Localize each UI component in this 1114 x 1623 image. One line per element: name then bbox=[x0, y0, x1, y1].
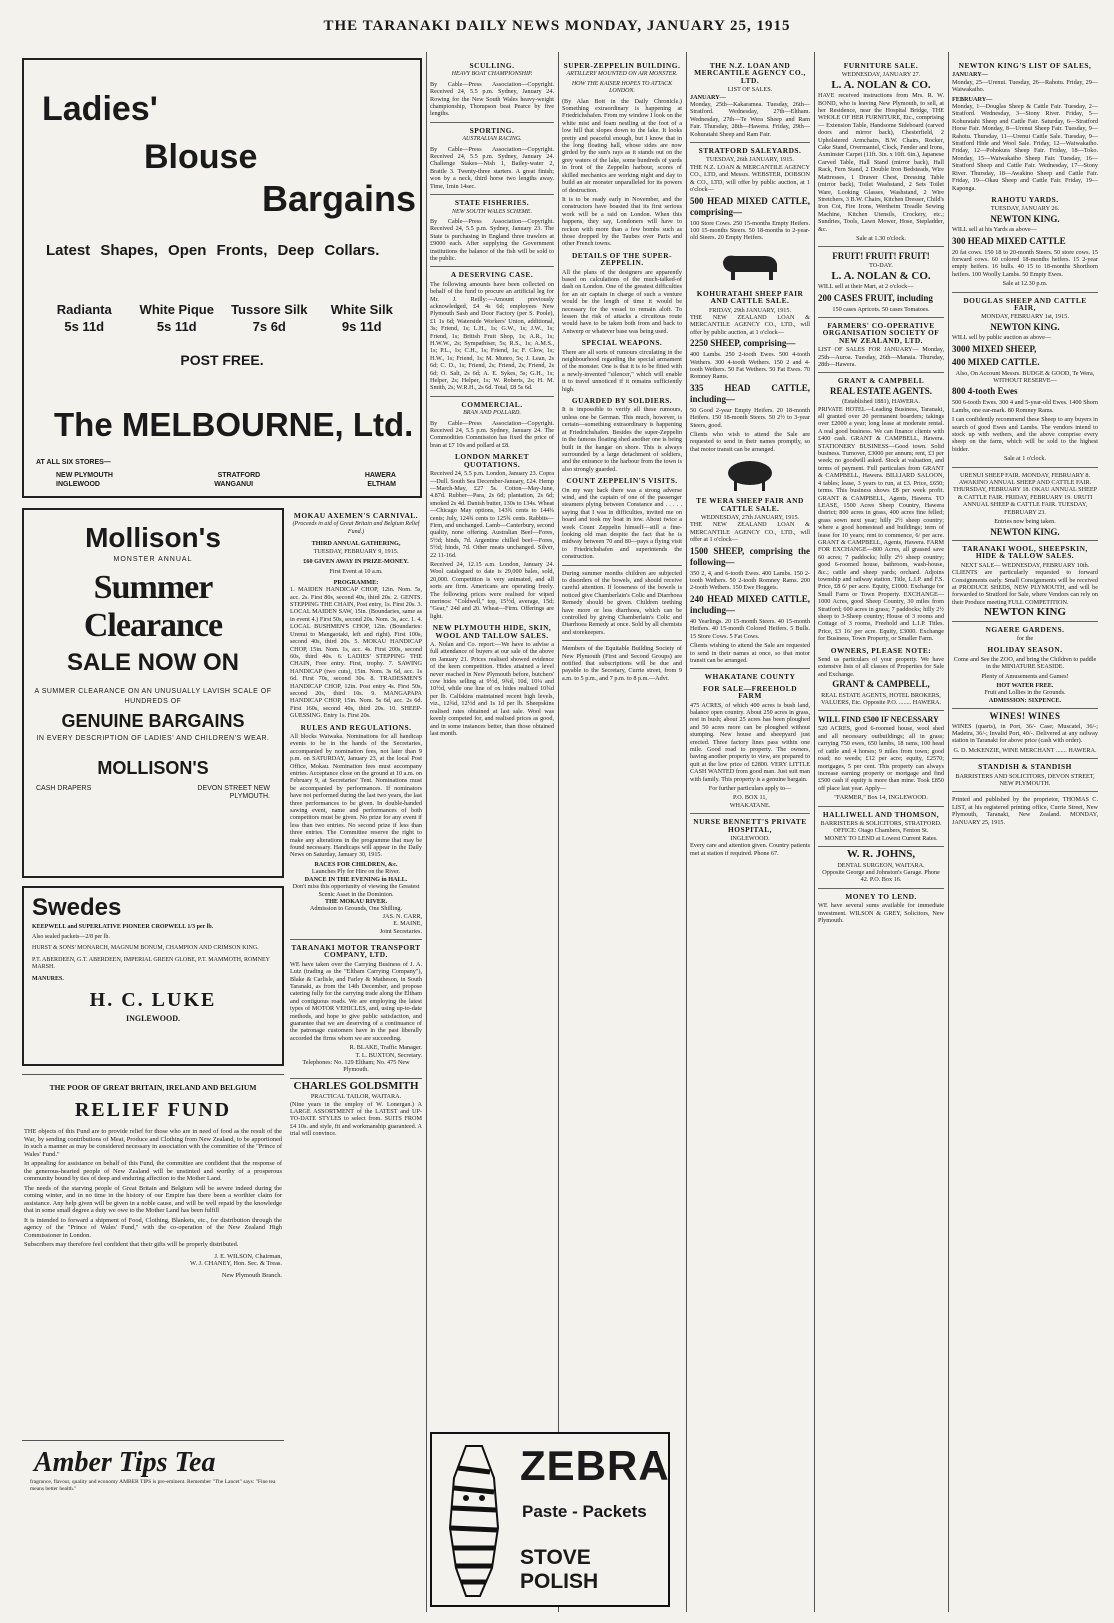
motor-body: WE have taken over the Carrying Business of J. A. Lutz (trading as the "Eltham Carrying Company"), Blake & Carlisle, and Farley & Matheson, in South Taranaki, as from the 14th December, and propose catering fully for the carrying trade along the Eltham and contiguous roads. We are employing the latest types of MOTOR VEHICLES, and, using up-to-date methods, and hope to give public satisfaction, and guarantee that we are deserving of a continuance of the patronage customers have in the past liberally accorded the firms whom we are succeeding. bbox=[290, 960, 422, 1042]
nk-jan: JANUARY— bbox=[952, 71, 988, 79]
johns-sub: DENTAL SURGEON, WAITARA. bbox=[837, 861, 925, 869]
goldsmith-sub: PRACTICAL TAILOR, WAITARA. bbox=[310, 1093, 402, 1101]
swedes-title: Swedes bbox=[32, 894, 122, 921]
motor-title: TARANAKI MOTOR TRANSPORT COMPANY, LTD. bbox=[291, 942, 421, 960]
mokau-gathering: THIRD ANNUAL GATHERING, bbox=[311, 540, 401, 548]
entries: Entries now being taken. bbox=[994, 518, 1056, 526]
zeppelin-p8: Members of the Equitable Building Society of New Plymouth (First and Second Groups) are notified that subscriptions will be due and payable to the Secretary, Currie street, from 9 a.m. to 5 p.m., and 7 p.m. to 8 p.m.—Advt. bbox=[562, 645, 682, 682]
koh-body: THE NEW ZEALAND LOAN & MERCANTILE AGENCY CO., LTD., will offer by public auction, at 1 o'clock— bbox=[690, 313, 810, 336]
town: WANGANUI bbox=[214, 481, 254, 488]
nk-name: NEWTON KING. bbox=[990, 526, 1060, 537]
strat-date: TUESDAY, 26th JANUARY, 1915. bbox=[706, 156, 794, 164]
news-column bbox=[430, 58, 554, 1426]
zebra-head-icon bbox=[436, 1438, 512, 1602]
zeppelin-special-hd: SPECIAL WEAPONS. bbox=[581, 338, 663, 348]
swedes-line3: HURST & SONS' MONARCH, MAGNUM BONUM, CHAMPION AND CRIMSON KING. bbox=[32, 945, 259, 951]
rahotu-hd: RAHOTU YARDS. bbox=[991, 194, 1059, 204]
relief-sig: W. J. CHANEY, Hon. Sec. & Treas. bbox=[190, 1260, 282, 1267]
goldsmith-body: (Nine years in the employ of W. Lonergan.) A LARGE ASSORTMENT of the LATEST and UP-TO-DATE STYLES to select from. SUITS FROM £4 10s. and style, fit and workmanship guaranteed. A trial will convince. bbox=[290, 1100, 422, 1138]
mokau-first: First Event at 10 a.m. bbox=[329, 568, 383, 576]
commercial-body: By Cable—Press Association—Copyright. Received 24, 5.5 p.m. Sydney, January 24. The Commodities Commission has fixed the price of bran at £7 10s and pollard at £8. bbox=[430, 419, 554, 449]
zeppelin-p1: (By Alan Bott in the Daily Chronicle.) Something extraordinary is happening at Friedrichshafen. From my window I look on the white mist and foam nestling at the foot of a low hill that slopes down to the lake. It looks pretty and peaceful enough, but I know that in the long floating hall, whose sides are now girded by the sun's rays as it stands out on the grey waters of the lake, some hundreds of yards in front of the Zeppelin harbour, scores of skilled mechanics are working night and day to build an air monster unparalleled for its powers of destruction. bbox=[562, 97, 682, 194]
ad-store-name: The MELBOURNE, Ltd. bbox=[54, 406, 414, 443]
mokau-sec: E. MAINE, bbox=[393, 920, 422, 928]
ewes-800: 800 4-tooth Ewes bbox=[952, 386, 1018, 397]
mokau-title: MOKAU AXEMEN'S CARNIVAL. bbox=[293, 511, 419, 520]
owners-body: Send us particulars of your property. We have extensive lists of all classes of Properties for Sale and Exchange. bbox=[818, 656, 944, 678]
zebra-title: ZEBRA bbox=[520, 1442, 670, 1489]
mokau-sec: JAS. N. CARR, bbox=[382, 912, 422, 920]
wool-body: Received 24, 12.15 a.m. London, January 24. Wool catalogued to date is 29,000 bales, sold, 20,000. Competition is very animated, and all sorts are firm. Americans are operating freely. The following prices were realised for wiped merinos: "Coldwell," top, 15½d, average, 15d; "Gear," 24d and 20. Wheat—Firm. Offerings are light. bbox=[430, 560, 554, 620]
grant2: GRANT & CAMPBELL, bbox=[832, 679, 930, 690]
nzl-list: LIST OF SALES. bbox=[727, 86, 773, 94]
hide-body: A. Nolan and Co. report:—We have to advise a full attendance of buyers at our sale of the above on January 21. Prices realised showed evidence of the keen competition. Hides attained a level never reached in New Plymouth before, butchers' cow hides selling at 9½d, 9¾d, 10d, 10¼ and 10½d, while one line of ox hides realised 10¾d per lb. Calfskins maintained recent high levels, viz., 12¾d, 12½d and 1s 1d per lb. Sheepskins realised rates obtained at last sale. Wool was keenly competed for, and realised prices as good, and in some instances better, than those obtained last month. bbox=[430, 641, 554, 737]
sculling-sub: HEAVY BOAT CHAMPIONSHIP. bbox=[451, 71, 533, 78]
mokau-dance: DANCE IN THE EVENING in HALL. bbox=[304, 875, 408, 883]
fisheries-body: By Cable—Press Association—Copyright. Received 24, 5.5 p.m. Sydney, January 23. The State is purchasing in England three trawlers at £9000 each. After supplying the Government institutions the balance of the fish will be sold to the public. bbox=[430, 217, 554, 262]
stores-label: AT ALL SIX STORES— bbox=[36, 459, 111, 466]
town: STRATFORD bbox=[217, 472, 261, 479]
town: INGLEWOOD bbox=[56, 481, 100, 488]
amber-tips-ad bbox=[22, 1440, 284, 1510]
mollison-body: A SUMMER CLEARANCE ON AN UNUSUALLY LAVISH SCALE OF HUNDREDS OF bbox=[34, 688, 272, 705]
luke-town: INGLEWOOD. bbox=[125, 1014, 180, 1023]
mollison-foot-left: CASH DRAPERS bbox=[36, 785, 92, 792]
zeppelin-p6: On my way back there was a strong adverse wind, and the captain of one of the passenger steamers plying between Constance and . . . . . saying that I was in difficulties, invited me on board and took my boat in tow. About twice a week Count Zeppelin himself—still a fine-looking old man despite the fact that he is midway between 70 and 80—pays a flying visit to Friedrichshafen and superintends the construction. bbox=[562, 486, 682, 561]
johns-hd: W. R. JOHNS, bbox=[846, 848, 916, 861]
sculling-title: SCULLING. bbox=[469, 61, 515, 70]
mollison-sale: SALE NOW ON bbox=[67, 649, 239, 676]
fruit-200: 200 CASES FRUIT, including bbox=[818, 292, 933, 303]
halliwell-sub: BARRISTERS & SOLICITORS, STRATFORD. bbox=[820, 819, 942, 827]
column-rule bbox=[558, 52, 559, 1612]
grant-body: PRIVATE HOTEL—Leading Business, Taranaki, all granted over 20 permanent boarders; takings over £2000 a year; long lease at moderate rental. A real good business. We can finance clients with £400 cash. GRANT & CAMPBELL, Hawera. STATIONERY BUSINESS—Good town. Solid business. Turnover, £3000 per annum; rent, £3 per week; no goodwill asked. Stock at valuation, and terms of payment. Full particulars from GRANT & CAMPBELL, Hawera. BILLIARD SALOON, 4 tables; lease, 3 years to run, at £3. Price, £650; terms. This business shows £8 per week profit. GRANT & CAMPBELL, Agents, Hawera. TO LEASE, 1500 Acres Sheep Country, Hawera district; 800 acres in grass, 400 acres fine felled; grass sown next year; hilly 2½ sheep country; where a good homestead and buildings; term of lease for 10 years; rent to commence, 6/ per acre. GRANT & CAMPBELL, Agents, Hawera. FARM FOR EXCHANGE—800 Acres, all grassed save 60 acres; 7 paddocks; hilly 2½ sheep country; good 6-roomed house, bathroom, wash-house, &c.; cattle and sheep yards; orchard. Adjoins township and railway station. Title, L.I.P. and F.S. Price, £8 6/ per acre. Equity, £1000. Exchange for Small Farm or Town Property. EXCHANGE—1000 Acres, good Sheep Country, 30 miles from Stratford; 600 acres in grass; 7 paddocks; hilly 2½ sheep to 3-Sheep country; House of 3 rooms and Cottage of 3 rooms, Freehold and L.I.P. Titles. Price, £3 16/ per acre. Equity, £3000. Exchange for Business, Town Property, or Smaller Farm. bbox=[818, 405, 944, 643]
fruit-title: FRUIT! FRUIT! FRUIT! bbox=[832, 251, 930, 262]
amber-body: fragrance, flavour, quality and economy AMBER TIPS is pre-eminent. Remember "The Lancet" says: "Fine tea means better health." bbox=[30, 1479, 276, 1492]
owners-hd: OWNERS, PLEASE NOTE: bbox=[830, 645, 932, 655]
furniture-date: WEDNESDAY, JANUARY 27. bbox=[841, 71, 921, 79]
column-rule bbox=[686, 52, 687, 1612]
ad-stores bbox=[36, 458, 416, 489]
douglas-hd: DOUGLAS SHEEP AND CATTLE FAIR, bbox=[963, 295, 1087, 312]
luke-name: H. C. LUKE bbox=[89, 989, 217, 1011]
halliwell-hd: HALLIWELL AND THOMSON, bbox=[822, 809, 940, 819]
newton-king-column bbox=[952, 58, 1098, 1612]
furniture-sale-time: Sale at 1.30 o'clock. bbox=[856, 234, 906, 242]
hot-water: HOT WATER FREE. bbox=[996, 682, 1054, 689]
mokau-launches: Launches Ply for Hire on the River. bbox=[311, 868, 401, 876]
grant-hd: GRANT & CAMPBELL bbox=[837, 376, 925, 386]
mckenzie: G. D. McKENZIE, WINE MERCHANT ....... HAWERA. bbox=[953, 746, 1097, 754]
douglas-body: WILL sell by public auction as above— bbox=[952, 334, 1052, 342]
item-name: White Silk bbox=[330, 302, 393, 317]
clients: Clients who wish to attend the Sale are requested to send in their names promptly, so that motor transit can be arranged. bbox=[690, 431, 810, 453]
item-price: 5s 11d bbox=[156, 319, 197, 334]
relief-paragraph: It is intended to forward a shipment of Food, Clothing, Blankets, etc., for distribution through the agency of the "Prince of Wales' Fund," with the co-operation of the New Zealand High Commissioner in London. bbox=[24, 1216, 282, 1239]
nk-name: NEWTON KING bbox=[983, 606, 1066, 619]
nk-feb: FEBRUARY— bbox=[952, 95, 993, 103]
relief-paragraph: In appealing for assistance on behalf of this Fund, the committee are confident that the response of the generous-hearted people of New Zealand will be unstinted and worthy of a prosperous community bound by ties of deep and enduring affection to the Mother Land. bbox=[24, 1160, 282, 1182]
nk-sale-time: Sale at 12.30 p.m. bbox=[1002, 280, 1048, 288]
nk-jan-list: Monday, 25—Urenui. Tuesday, 26—Rahotu. Friday, 29—Waiwakaiho. bbox=[952, 78, 1098, 94]
zeppelin-details-hd: DETAILS OF THE SUPER-ZEPPELIN. bbox=[571, 250, 673, 268]
column-rule bbox=[814, 52, 815, 1612]
relief-paragraph: Subscribers may therefore feel confident that their gifts will be properly distributed. bbox=[24, 1241, 239, 1248]
mokau-rules: All blocks Waiwaka. Nominations for all handicap events to be in the hands of the Secretaries, accompanied by nomination fees, not later than 9 p.m. on SATURDAY, January 23, at the local Post Office, Mokau. Nomination fees must accompany entries. Acceptance close on the ground at 10 a.m. on February 9, at Secretaries' Tent. Nominations must be accompanied by performances. If nominators have not performed during the last two years, the last three performances to be given. In double-handed sawing event, name and performances of both competitors must be given. No prize for any event if less than two entries. No second prize if less than three entries. The Committee reserve the right to make any alterations in the programme that may be found necessary. Handicaps will appear in the Daily News on Saturday, January 30, 1915. bbox=[290, 732, 422, 859]
london-hd: LONDON MARKET QUOTATIONS. bbox=[454, 452, 530, 469]
goldsmith-title: CHARLES GOLDSMITH bbox=[293, 1079, 419, 1092]
whakatane-sub: FOR SALE—FREEHOLD FARM bbox=[702, 683, 798, 701]
rahotu-date: TUESDAY, JANUARY 26. bbox=[990, 205, 1060, 213]
furniture-column bbox=[818, 58, 944, 1612]
london-body: Received 24, 5.5 p.m. London, January 23. Copra—Dull. South Sea December-January, £24. Hemp—March-May, £27 5s. Cotton—May-June, 4.87d. Rubber—Para, 2s 6d; plantation, 2s 6d; smoked 2s 4d. Danish butter, 130s to 134s. Wheat—Chicago May options, 143¾ cents to 144¾ cents; July, 124¾ cents to 125¾ cents. Rabbits—Firm, and unchanged. Lamb—Canterbury, second quality, none offering. Australian Beef—Fores, 5½d; hinds, 7d. Argentine chilled beef—Fores, 5½d; hinds, 7d. Other meats unchanged. Silver, 22 11-16d. bbox=[430, 470, 554, 559]
mokau-prize: £60 GIVEN AWAY IN PRIZE-MONEY. bbox=[303, 558, 409, 566]
grant-est: (Established 1881), HAWERA. bbox=[842, 398, 920, 406]
mollison-foot bbox=[36, 785, 270, 801]
nurse-town: INGLEWOOD. bbox=[730, 835, 770, 843]
zeppelin-p2: It is to be ready early in November, and the constructors have boasted that its first serious work will be a raid on London. When this happens, they say, Londoners will have to reckon with more than a few bombs such as those dropped by the Taubes over Paris and other French towns. bbox=[562, 195, 682, 248]
strat-hd: STRATFORD SALEYARDS. bbox=[698, 146, 802, 156]
relief-paragraph: The needs of the starving people of Great Britain and Belgium will be severe indeed during the coming winter, and in no time in the history of our Empire has there been a worthier claim for assistance. Any help given will be given in a noble cause, and will be well repaid by the knowledge that in some small degree a duty we owe to the Mother Land has been fulfill bbox=[24, 1184, 282, 1214]
mollison-sale-ad bbox=[22, 508, 284, 878]
sculling-body: By Cable—Press Association—Copyright. Received 24, 5.5 p.m. Sydney, January 24. Rowing for the New South Wales heavy-weight championship, Thompson beat Pearce by five lengths. bbox=[430, 80, 554, 118]
ngaere-body2: Plenty of Amusements and Games! bbox=[981, 672, 1069, 680]
sheep-3000: 3000 MIXED SHEEP, bbox=[952, 343, 1037, 354]
zebra-line3: STOVE POLISH bbox=[520, 1546, 599, 1593]
ngaere-admission: ADMISSION: SIXPENCE. bbox=[988, 696, 1062, 704]
mokau-river: THE MOKAU RIVER. bbox=[324, 897, 388, 905]
item-name: White Pique bbox=[139, 302, 214, 317]
masthead: THE TARANAKI DAILY NEWS MONDAY, JANUARY 25, 1915 bbox=[323, 18, 791, 34]
swedes-manures: MANURES. bbox=[32, 975, 64, 982]
nk-name: NEWTON KING. bbox=[990, 213, 1060, 224]
wines-hd: WINES! WINES bbox=[989, 711, 1061, 722]
mollison-foot-right: DEVON STREET NEW PLYMOUTH. bbox=[197, 785, 270, 800]
farmer: "FARMER," Box 14, INGLEWOOD. bbox=[834, 794, 928, 802]
zeppelin-sub: ARTILLERY MOUNTED ON AIR MONSTER. bbox=[566, 71, 678, 78]
ad-line-bargains: Bargains bbox=[262, 178, 417, 219]
will-body: 520 ACRES, good 6-roomed house, wool shed and all necessary outbuildings; all in grass; carrying 750 ewes, 650 lambs, 18 rams, 100 head of cattle and 4 horses; 9 miles from town; good road; no weeds; £12 per acre; equity, £2570; mortgages, 5 per cent. This property can always increase earning property or mortgage and find £500 cash if equity is more than mine. Took £850 off place last year. Apply— bbox=[818, 725, 944, 792]
zeppelin-guarded-hd: GUARDED BY SOLDIERS. bbox=[571, 396, 673, 406]
mokau-programme: PROGRAMME: bbox=[333, 578, 379, 586]
fruit-body: WILL sell at their Mart, at 2 o'clock— bbox=[818, 283, 914, 291]
nurse-hd: NURSE BENNETT'S PRIVATE HOSPITAL, bbox=[693, 817, 807, 834]
furniture-firm: L. A. NOLAN & CO. bbox=[831, 78, 931, 91]
next-sale: NEXT SALE— WEDNESDAY, FEBRUARY 10th. bbox=[960, 561, 1090, 569]
fruit-today: TO-DAY. bbox=[869, 262, 893, 270]
mokau-sub: (Proceeds in aid of Great Britain and Belgium Relief Fund.) bbox=[292, 521, 420, 535]
sheep-icon bbox=[720, 457, 780, 493]
recommend: I can confidently recommend these Sheep to any buyers in search of good Ewes and Lambs. The vendors intend to stock up with wethers, and the above comprise every sheep on the farm, which will be sold to the highest bidder. bbox=[952, 416, 1098, 453]
ewes-list: 500 6-tooth Ewes. 300 4 and 5-year-old Ewes. 1400 Shorn Lambs, one ear-mark. 80 Romney Rams. bbox=[952, 399, 1098, 414]
ad-price-grid bbox=[38, 302, 408, 334]
tewera-body: THE NEW ZEALAND LOAN & MERCANTILE AGENCY CO., LTD., will offer at 1 o'clock— bbox=[690, 521, 810, 544]
town: HAWERA bbox=[364, 472, 396, 479]
koh-hd: KOHURATAHI SHEEP FAIR AND CATTLE SALE. bbox=[696, 288, 804, 306]
swedes-ad bbox=[22, 886, 284, 1066]
furniture-body: HAVE received instructions from Mrs. R. W. BOND, who is leaving New Plymouth, to sell, at her Residence, near the Hospital Bridge, THE WHOLE OF HER FURNITURE, Etc., comprising— Extension Table, Handsome Sideboard (carved doors and mirror back), Chesterfield, 2 Upholstered Armchairs, B.W. Chairs, Rocker, Cake Stand, Overmantel, Clock, Fender and Irons, Axminster Carpet (11ft. 3in. x 10ft. 6in.), Japanese Carved Table, Hall Stand (mirror back), Hall Rack, Fern Stand, 2 Double Iron Bedsteads, Wire Mattresses, 1 Drawer Chest, Dressing Table (mirror back), Toilet Washstand, 2 Sets Toilet Ware, Looking Glasses, Washstand, 2 Wire Stretchers, 3 B.W. Chairs, Kitchen Dresser, Child's Iron Cot, Fire Irons, Wertheim Treadle Sewing Machine, Kitchen Utensils, Crockery, etc.; Sundries, Tools, Lawn Mower, Hose, Stepladder, &c. bbox=[818, 92, 944, 233]
swedes-line2: Also sealed packets—2/8 per lb. bbox=[32, 933, 110, 940]
mokau-date: TUESDAY, FEBRUARY 9, 1915. bbox=[313, 547, 399, 555]
ngaere-for: for the bbox=[1016, 634, 1034, 642]
money2-body: WE have several sums available for immediate investment. WILSON & GREY, Solicitors, New Plymouth. bbox=[818, 902, 944, 924]
nk-title: NEWTON KING'S LIST OF SALES, bbox=[958, 61, 1092, 70]
will-find: WILL FIND £500 IF NECESSARY bbox=[818, 715, 939, 725]
melbourne-blouse-ad bbox=[22, 58, 422, 498]
town: NEW PLYMOUTH bbox=[56, 472, 113, 479]
relief-sig: J. E. WILSON, Chairman, bbox=[214, 1252, 282, 1260]
whakatane-particulars: For further particulars apply to— bbox=[708, 785, 792, 792]
standish-sub: BARRISTERS AND SOLICITORS, DEVON STREET, NEW PLYMOUTH. bbox=[955, 772, 1095, 788]
rahotu-body: WILL sell at his Yards as above— bbox=[952, 226, 1037, 234]
mollison-genuine: GENUINE BARGAINS bbox=[61, 711, 245, 731]
mokau-miss: Don't miss this opportunity of viewing the Greatest Scenic Asset in the Dominion. bbox=[292, 883, 420, 898]
koh-date: FRIDAY, 29th JANUARY, 1915. bbox=[708, 306, 792, 314]
nk-clients: CLIENTS are particularly requested to forward Consignments early. Small Consignments will be received at PRODUCE SHEDS, NEW PLYMOUTH, and will be forwarded to Stratford for Sale, where Vendors can rely on their Produce meeting FULL COMPETITION. bbox=[952, 569, 1098, 606]
sheep-1500-list: 350 2, 4, and 6-tooth Ewes. 400 Lambs. 150 2-tooth Wethers. 50 2-tooth Romney Rams. 200 2-tooth Wethers. 150 Ewe Hoggets. bbox=[690, 569, 810, 592]
whakatane-town: WHAKATANE. bbox=[729, 801, 771, 809]
clients2: Clients wishing to attend the Sale are requested to send in their names at once, so that motor transit can be arranged. bbox=[690, 642, 810, 664]
sporting-body: By Cable—Press Association—Copyright. Received 24, 5.5 p.m. Sydney, January 24. Challenge Stakes—Nish 1, Bailey-water 2, Brattle 3. Twenty-three starters. A great finish; won by a neck, third horse two lengths away. Time, 1min 14sec. bbox=[430, 145, 554, 190]
sheep-list: 400 Lambs. 250 2-tooth Ewes. 500 4-tooth Wethers. 300 4-tooth Wethers. 150 2 and 4-tooth Wethers. 50 Fat Wethers. 50 Fat Ewes. 70 Romney Rams. bbox=[690, 351, 810, 381]
column-rule bbox=[426, 52, 427, 1612]
newspaper-page bbox=[18, 52, 1100, 1612]
cattle-300: 300 HEAD MIXED CATTLE bbox=[952, 235, 1066, 246]
relief-heading: THE POOR OF GREAT BRITAIN, IRELAND AND BELGIUM bbox=[49, 1083, 257, 1092]
ad-post-free: POST FREE. bbox=[180, 352, 264, 368]
zeppelin-sub2: HOW THE KAISER HOPES TO ATTACK LONDON. bbox=[571, 80, 673, 95]
mokau-sec: Joint Secretaries. bbox=[379, 927, 422, 935]
nk-sale-time2: Sale at 1 o'clock. bbox=[1003, 455, 1046, 463]
item-price: 5s 11d bbox=[64, 319, 105, 334]
cattle-list: 100 Store Cows. 250 15-months Empty Heifers. 100 15-months Steers. 50 18-months to 2-year-old Steers. 20 Empty Heifers. bbox=[690, 219, 810, 242]
standish-hd: STANDISH & STANDISH bbox=[978, 762, 1072, 772]
printed: Printed and published by the proprietor, THOMAS C. LIST, at his registered printing office, Currie Street, New Plymouth, Taranaki, New Zealand. MONDAY, JANUARY 25, 1915. bbox=[952, 796, 1098, 826]
ngaere-sub: HOLIDAY SEASON. bbox=[987, 645, 1063, 655]
zeppelin-title: SUPER-ZEPPELIN BUILDING. bbox=[563, 61, 681, 70]
sporting-title: SPORTING. bbox=[469, 125, 515, 135]
grant2-sub: REAL ESTATE AGENTS, HOTEL BROKERS, VALUERS, Etc. Opposite P.O. ........ HAWERA. bbox=[820, 691, 942, 707]
strat-body: THE N.Z. LOAN & MERCANTILE AGENCY CO., LTD, and Messrs. WEBSTER, DOBSON & CO., LTD, will offer by public auction, at 1 o'clock— bbox=[690, 163, 810, 194]
tewera-hd: TE WERA SHEEP FAIR AND CATTLE SALE. bbox=[696, 496, 804, 513]
relief-paragraph: THE objects of this Fund are to provide relief for those who are in need of food as the result of the War, by sending contributions of Meat, Produce and Clothing from New Zealand, to be apportioned in such a manner as may be considered necessary in association with the committee of the "Prince of Wales' Fund." bbox=[24, 1128, 282, 1158]
sporting-sub: AUSTRALIAN RACING. bbox=[462, 136, 522, 143]
item-price: 9s 11d bbox=[341, 319, 382, 334]
sheep-1500: 1500 SHEEP, comprising the following— bbox=[690, 545, 810, 567]
zeppelin-p5: It is impossible to verify all these rumours, unless one be German. This much, however, is certain—something extraordinary is happening at Friedrichshafen. Besides the super-Zeppelin in the famous floating shed another one is being built in the hangar on shore. This is always surrounded by a large detachment of soldiers, and the entrance to the harbour from the town is also strongly guarded. bbox=[562, 406, 682, 473]
fruit-list: 150 cases Apricots. 50 cases Tomatoes. bbox=[832, 305, 930, 313]
cattle-335: 335 HEAD CATTLE, including— bbox=[690, 382, 810, 404]
nk-feb-list: Monday, 1—Douglas Sheep & Cattle Fair. Tuesday, 2—Stratford. Wednesday, 3—Stony River. Friday, 5—Kohuratahi Sheep and Cattle Fair. Saturday, 6—Stratford Horse Fair. Monday, 8—Urenui Sheep Fair. Tuesday, 9—Rahotu. Thursday, 11—Urenui Cattle Sale. Tuesday, 9—Stratford Hide and Wool Sale. Friday, 12—Waiwakaiho. Friday, 12—Pohokura Sheep Fair. Friday, 18—Toko. Monday, 15—Waiwakaiho Sheep Fair. Tuesday, 16—Stratford Sheep and Cattle Fair. Wednesday, 17—Stony River. Thursday, 18—Awakino Sheep and Cattle Fair. Friday, 19—Okau Sheep and Cattle Fair. Friday, 19—Kaponga. bbox=[952, 103, 1098, 192]
item-price: 7s 6d bbox=[252, 319, 286, 334]
relief-title: RELIEF FUND bbox=[74, 1099, 232, 1121]
tewera-date: WEDNESDAY, 27th JANUARY, 1915. bbox=[700, 514, 800, 522]
mokau-races: RACES FOR CHILDREN, &c. bbox=[314, 860, 398, 868]
swedes-line4: P.T. ABERDEEN, G.T. ABERDEEN, IMPERIAL GREEN GLOBE, P.T. MAMMOTH, ROMNEY MARSH. bbox=[32, 956, 270, 970]
cattle-240-list: 40 Yearlings. 20 15-month Steers. 40 15-month Heifers. 40 15-month Colored Heifers. 5 Bulls. 15 Store Cows. 5 Fat Cows. bbox=[690, 617, 810, 640]
furniture-title: FURNITURE SALE. bbox=[843, 61, 919, 70]
zeppelin-p3: All the plans of the designers are apparently based on calculations of the much-talked-of dash on London. One of the greatest difficulties for an air captain in charge of such a venture would be the length of time it would be necessary for the vessel to remain aloft. To lessen the risk of attacks a circuitous route would have to be taken both from and back to Antwerp or whatever base was being used. bbox=[562, 268, 682, 335]
mokau-rules-hd: RULES AND REGULATIONS. bbox=[300, 722, 412, 732]
nzl-title: THE N.Z. LOAN AND MERCANTILE AGENCY CO., LTD. bbox=[694, 61, 806, 85]
mollison-name: Mollison's bbox=[85, 522, 221, 553]
column-rule bbox=[948, 52, 949, 1612]
deserving-body: The following amounts have been collected on behalf of the fund to procure an artificial leg for Mr. J. Reilly:—Amount previously acknowledged, £4 4s 6d; employees New Plymouth Sash and Door Factory (per S. Poole), £1 1s 6d; Waterside Workers' Union, additional, 3s; Friend, 1s; L.H., 1s; G.W., 1s; J.W., 1s; Friend, 1s; British Fruit Shop, 1s; A.R., 1s; H.W.W., 2s; Sympathiser, 5s; R.S., 1s; A.M.S., 1s; P.L., 1s; C.H., 1s; Friend, 1s; F. Clow, 1s; H.W., 1s; Friend, 1s; M. Munro, 5s; J. Lean, 2s 6d; C. D., 1s; Friend, 2s; Friend, 2s; Friend, 2s 6d; O. Salt, 2s 6d; A. E. Sykes, 5s; G.H., 1s; Helper, 2s; Helper, 1s; W. Roberts, 2s; H. M. Smith, 2s; W.R.H., 2s 6d. Total, £8 5s 6d. bbox=[430, 280, 554, 392]
sheep-2250: 2250 SHEEP, comprising— bbox=[690, 338, 796, 349]
nz-loan-column bbox=[690, 58, 810, 1612]
zebra-line2: Paste - Packets bbox=[522, 1502, 647, 1521]
swedes-line1: KEEPWELL and SUPERLATIVE PIONEER CROPWELL 1/3 per lb. bbox=[32, 924, 214, 930]
deserving-title: A DESERVING CASE. bbox=[450, 270, 534, 280]
farmers-hd: FARMERS' CO-OPERATIVE ORGANISATION SOCIETY OF NEW ZEALAND, LTD. bbox=[822, 320, 940, 345]
relief-fund-ad bbox=[22, 1074, 284, 1430]
mollison-body2: IN EVERY DESCRIPTION OF LADIES' AND CHILDREN'S WEAR. bbox=[36, 735, 270, 742]
cattle-400: 400 MIXED CATTLE. bbox=[952, 356, 1040, 367]
motor-tel: Telephones: No. 129 Eltham; No. 475 New Plymouth. bbox=[302, 1059, 410, 1074]
nurse-body: Every care and attention given. Country patients met at station if required. Phone 67. bbox=[690, 842, 810, 857]
fisheries-title: STATE FISHERIES. bbox=[454, 198, 530, 208]
cattle-335-list: 50 Good 2-year Empty Heifers. 20 18-month Heifers. 150 18-month Steers. 50 2½ to 3-year Steers, good. bbox=[690, 406, 810, 429]
zeppelin-p4: There are all sorts of rumours circulating in the neighbourhood regarding the special armament of the monster. One is that it is to be fitted with a newly-invented "silencer," which will enable it to travel unnoticed if it remains sufficiently high. bbox=[562, 348, 682, 393]
zeppelin-column bbox=[562, 58, 682, 1612]
wines-body: WINES (quarts), in Port, 36/- Case; Muscatel, 36/-; Madeira, 36/-; Invalid Port, 40/-. Delivered at any railway station in Taranaki for above price (cash with order). bbox=[952, 722, 1098, 745]
farmers-list: LIST OF SALES FOR JANUARY— Monday, 25th—Auroa. Tuesday, 26th—Manaia. Thursday, 28th—Hawera. bbox=[818, 346, 944, 368]
whakatane-hd: WHAKATANE COUNTY bbox=[704, 672, 796, 682]
hide-hd: NEW PLYMOUTH HIDE, SKIN, WOOL AND TALLOW SALES. bbox=[432, 623, 552, 640]
douglas-date: MONDAY, FEBRUARY 1st, 1915. bbox=[981, 313, 1069, 321]
whakatane-body: 475 ACRES, of which 400 acres is bush land, balance open country. About 250 acres in grass, rest in bush; about 25 acres has been ploughed and 50 acres more can be ploughed without stumping. New house and sheepyard just erected. Three factory lines pass within one mile. Good road to property. The owners, having another property to view, are prepared to quit at the low price of £2800. VERY LITTLE CASH WANTED from good man. Just suit man with family. This property is a genuine bargain. bbox=[690, 701, 810, 783]
grant-sub: REAL ESTATE AGENTS. bbox=[830, 385, 932, 396]
mollison-summer: Summer Clearance bbox=[83, 569, 223, 644]
nzl-month: JANUARY— bbox=[690, 93, 726, 101]
relief-branch: New Plymouth Branch. bbox=[221, 1271, 282, 1279]
fruit-firm: L. A. NOLAN & CO. bbox=[831, 269, 931, 282]
item-name: Radianta bbox=[56, 302, 112, 317]
mokau-column bbox=[290, 508, 422, 1612]
item-name: Tussore Silk bbox=[231, 302, 308, 317]
cattle-240: 240 HEAD MIXED CATTLE, including— bbox=[690, 593, 810, 615]
ad-line-ladies: Ladies' bbox=[42, 90, 158, 128]
zeppelin-count-hd: COUNT ZEPPELIN'S VISITS. bbox=[566, 476, 678, 486]
fisheries-sub: NEW SOUTH WALES SCHEME. bbox=[452, 208, 532, 215]
ngaere-hd: NGAERE GARDENS. bbox=[985, 624, 1065, 634]
town: ELTHAM bbox=[367, 481, 396, 488]
budge: Also, On Account Messrs. BUDGE & GOOD, Te Wera, WITHOUT RESERVE— bbox=[955, 369, 1095, 384]
johns-body: Opposite George and Johnston's Garage. Phone 42. P.O. Box 16. bbox=[822, 868, 940, 884]
ad-features: Latest Shapes, Open Fronts, Deep Collars. bbox=[46, 242, 380, 259]
ngaere-fruit: Fruit and Lollies in the Grounds. bbox=[984, 689, 1066, 697]
commercial-sub: BRAN AND POLLARD. bbox=[463, 410, 521, 417]
mollison-name2: MOLLISON'S bbox=[97, 758, 209, 778]
nk-name: NEWTON KING. bbox=[990, 321, 1060, 332]
bull-icon bbox=[715, 246, 785, 286]
motor-sig: T. L. BUXTON, Secretary. bbox=[355, 1051, 422, 1059]
cattle-300-list: 20 fat cows. 150 18 to 20-month Steers. 50 store cows. 15 forward cows. 60 colored 18-months heifers. 15 2-year empty heifers. 16 bulls. 40 15 to 18-months Shorthorn heifers. 100 Woolly Lambs. 50 Empty Ewes. bbox=[952, 248, 1098, 278]
amber-title: Amber Tips Tea bbox=[34, 1447, 216, 1478]
ad-line-blouse: Blouse bbox=[144, 138, 258, 176]
motor-sig: R. BLAKE, Traffic Manager. bbox=[349, 1044, 422, 1052]
zeppelin-p7: During summer months children are subjected to disorders of the bowels, and should receive careful attention. If looseness of the bowels is noticed give Chamberlain's Colic and Diarrhoea Remedy should be given. Children teething have more or less diarrhoea, which can be controlled by giving Chamberlain's Colic and Diarrhoea Remedy at once. Sold by all chemists and storekeepers. bbox=[562, 569, 682, 636]
money2-hd: MONEY TO LEND. bbox=[845, 891, 917, 901]
commercial-title: COMMERCIAL. bbox=[461, 399, 523, 409]
fairs: URENUI SHEEP FAIR. MONDAY, FEBRUARY 8. AWAKINO ANNUAL SHEEP AND CATTLE FAIR. THURSDAY, FEBRUARY 18. OKAU ANNUAL SHEEP & CATTLE FAIR. FRIDAY, FEBRUARY 19. URUTI ANNUAL SHEEP & CATTLE FAIR. TUESDAY, FEBRUARY 23. bbox=[952, 471, 1098, 516]
whakatane-box: P.O. BOX 11, bbox=[733, 794, 767, 802]
hide-hd: TARANAKI WOOL, SHEEPSKIN, HIDE & TALLOW SALES. bbox=[962, 543, 1088, 561]
mokau-admission: Admission to Grounds, One Shilling. bbox=[309, 905, 403, 913]
mokau-events: 1. MAIDEN HANDICAP CHOP, 12in. Nom. 5s, acc. 2s. First 80s, second 40s, third 20s. 2. GENTS. STEPPING THE CHAIN, Post entry, 1s. First 20s. 3. LOCAL MAIDEN SAW, 15in. (Boundaries, same as in event 4.) First 50s, second 20s. Nom. 3s, acc. 1. 4. LOCAL BUSHMEN'S CHOP, 12in. (Boundaries: Urenui to Mangaotaki, left and right). First 100s, second 40s, third 20s. 5. MOKAU HANDICAP CHOP, 15in. Nom. 1s, acc. 4s. First 200s, second 60s, third 40s. 6. LADIES' STEPPING THE CHAIN, Free entry. First, trophy. 7. SAWING HANDICAP (two cuts), 15in. Nom. 3s 6d, acc. 1s 6d. First 70s, second 30s. 8. TRADESMEN'S HANDICAP CHOP, 12in. Post entry 4s. First 50s, second 20s, third 10s. 9. MANGAPAPA HANDICAP CHOP, 15in. Nom. 5s 6d, acc. 2s 6d. First 160s, second 40s, third 20s. 10. SHEEP-GUESSING. Entry 1s. First 20s. bbox=[290, 586, 422, 720]
halliwell-office: OFFICE: Otago Chambers, Fenton St. bbox=[833, 827, 929, 835]
cattle-500: 500 HEAD MIXED CATTLE, comprising— bbox=[690, 195, 810, 217]
money-hd: MONEY TO LEND at Lowest Current Rates. bbox=[824, 834, 938, 842]
mollison-sub: MONSTER ANNUAL bbox=[113, 556, 193, 563]
nzl-sales: Monday, 25th—Kakaramea. Tuesday, 26th—Stratford. Wednesday, 27th—Eltham. Wednesday, 27th—Te Wera Sheep and Ram Fair. Thursday, 28th—Hawera. Friday, 29th—Kohuratahi Sheep and Ram Fair. bbox=[690, 101, 810, 138]
ngaere-body: Come and See the ZOO, and bring the Children to paddle in the MINIATURE SEASIDE. bbox=[953, 655, 1097, 671]
